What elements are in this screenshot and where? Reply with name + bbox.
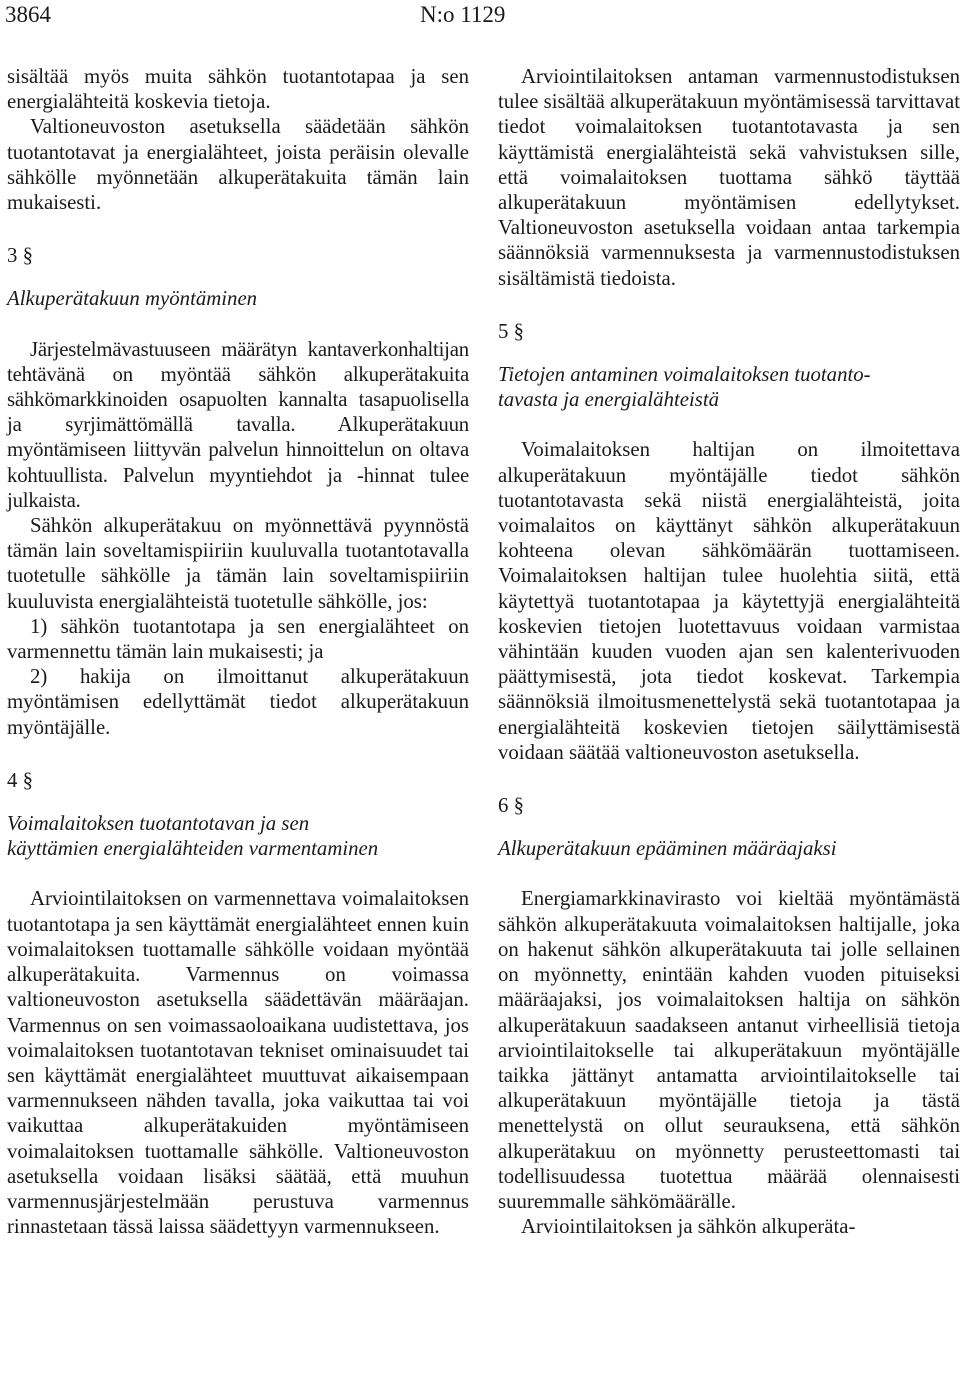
paragraph: Sähkön alkuperätakuu on myönnettävä pyynnöstä tämän lain soveltamispiiriin kuuluvalla tuotantotavalla tuotetulle sähkölle ja tämän lain soveltamispiiriin kuuluvista energialähteistä tuotetulle sähkölle, jos:	[7, 514, 469, 613]
section-title: Alkuperätakuun epääminen määräajaksi	[498, 837, 837, 861]
paragraph: Arviointilaitoksen antaman varmennustodistuksen tulee sisältää alkuperätakuun myöntämisessä tarvittavat tiedot voimalaitoksen tuotantotavasta ja sen käyttämistä energialähteistä sekä vahvistuksen sille, että voimalaitoksen tuottama sähkö täyttää alkuperätakuun myöntämisen edellytykset. Valtioneuvoston asetuksella voidaan antaa tarkempia säännöksiä varmennuksesta ja varmennustodistuksen sisältämistä tiedoista.	[498, 65, 960, 290]
paragraph: Arviointilaitoksen on varmennettava voimalaitoksen tuotantotapa ja sen käyttämät energialähteet ennen kuin voimalaitoksen tuottamalle sähkölle voidaan myöntää alkuperätakuita. Varmennus on voimassa valtioneuvoston asetuksella säädettävän määräajan. Varmennus on sen voimassaoloaikana uudistettava, jos voimalaitoksen tuotantotavan tekniset ominaisuudet tai sen käyttämät energialähteet muuttuvat aikaisempaan varmennukseen nähden tavalla, joka vaikuttaa tai voi vaikuttaa alkuperätakuiden myöntämiseen voimalaitoksen tuottamalle sähkölle. Valtioneuvoston asetuksella voidaan lisäksi säätää, että muuhun varmennusjärjestelmään perustuva varmennus rinnastetaan tässä laissa säädettyyn varmennukseen.	[7, 887, 469, 1239]
paragraph-continued: sisältää myös muita sähkön tuotantotapaa ja sen energialähteitä koskevia tietoja.	[7, 65, 469, 114]
issue-number: N:o 1129	[420, 2, 506, 27]
section-title: Alkuperätakuun myöntäminen	[7, 287, 258, 311]
section-number: 6 §	[498, 794, 524, 818]
section-number: 5 §	[498, 319, 524, 343]
right-column	[498, 64, 960, 1239]
section-title-line: käyttämien energialähteiden varmentaminen	[7, 837, 379, 861]
left-column	[7, 64, 469, 1239]
paragraph-truncated: Arviointilaitoksen ja sähkön alkuperäta-	[521, 1215, 856, 1239]
section-number: 3 §	[7, 244, 33, 268]
page-number: 3864	[5, 2, 51, 27]
paragraph: Valtioneuvoston asetuksella säädetään sähkön tuotantotavat ja energialähteet, joista peräisin olevalle sähkölle myönnetään alkuperätakuita tämän lain mukaisesti.	[7, 115, 469, 215]
paragraph: Voimalaitoksen haltijan on ilmoitettava alkuperätakuun myöntäjälle tiedot sähkön tuotantotavasta sekä niistä energialähteistä, joita voimalaitos on käyttänyt sähkön alkuperätakuun kohteena olevan sähkömäärän tuottamiseen. Voimalaitoksen haltijan tulee huolehtia siitä, että käytettyä tuotantotapaa ja käytettyjä energialähteitä koskevien tietojen luotettavuus voidaan varmistaa vähintään kuuden vuoden ajan sen kalenterivuoden päättymisestä, jota tiedot koskevat. Tarkempia säännöksiä ilmoitusmenettelystä sekä tuotantotapaa ja energialähteitä koskevien tietojen säilyttämisestä voidaan säätää valtioneuvoston asetuksella.	[498, 438, 960, 764]
section-title-line: tavasta ja energialähteistä	[498, 388, 720, 412]
paragraph: Energiamarkkinavirasto voi kieltää myöntämästä sähkön alkuperätakuuta voimalaitoksen haltijalle, joka on hakenut sähkön alkuperätakuuta tai jolle sellainen on myönnetty, enintään kahden vuoden pituiseksi määräajaksi, jos voimalaitoksen haltija on sähkön alkuperätakuun saadakseen antanut virheellisiä tietoja arviointilaitokselle tai alkuperätakuun myöntäjälle taikka jättänyt antamatta arviointilaitokselle tai alkuperätakuun myöntäjälle tietoja ja tästä menettelystä on ollut seurauksena, että sähkön alkuperätakuu on myönnetty perusteettomasti tai todellisuudessa tuotettua määrää olennaisesti suuremmalle sähkömäärälle.	[498, 887, 960, 1213]
section-number: 4 §	[7, 768, 33, 792]
section-title-line: Tietojen antaminen voimalaitoksen tuotanto-	[498, 363, 871, 387]
paragraph: Järjestelmävastuuseen määrätyn kantaverkonhaltijan tehtävänä on myöntää sähkön alkuperätakuita sähkömarkkinoiden osapuolten kannalta tasapuolisella ja syrjimättömällä tavalla. Alkuperätakuun myöntämiseen liittyvän palvelun hinnoittelun on oltava kohtuullista. Palvelun myyntiehdot ja -hinnat tulee julkaista.	[7, 337, 469, 512]
section-title-line: Voimalaitoksen tuotantotavan ja sen	[7, 812, 310, 836]
list-item: 1) sähkön tuotantotapa ja sen energialähteet on varmennettu tämän lain mukaisesti; ja	[7, 614, 469, 664]
list-item: 2) hakija on ilmoittanut alkuperätakuun myöntämisen edellyttämät tiedot alkuperätakuun myöntäjälle.	[7, 665, 469, 739]
